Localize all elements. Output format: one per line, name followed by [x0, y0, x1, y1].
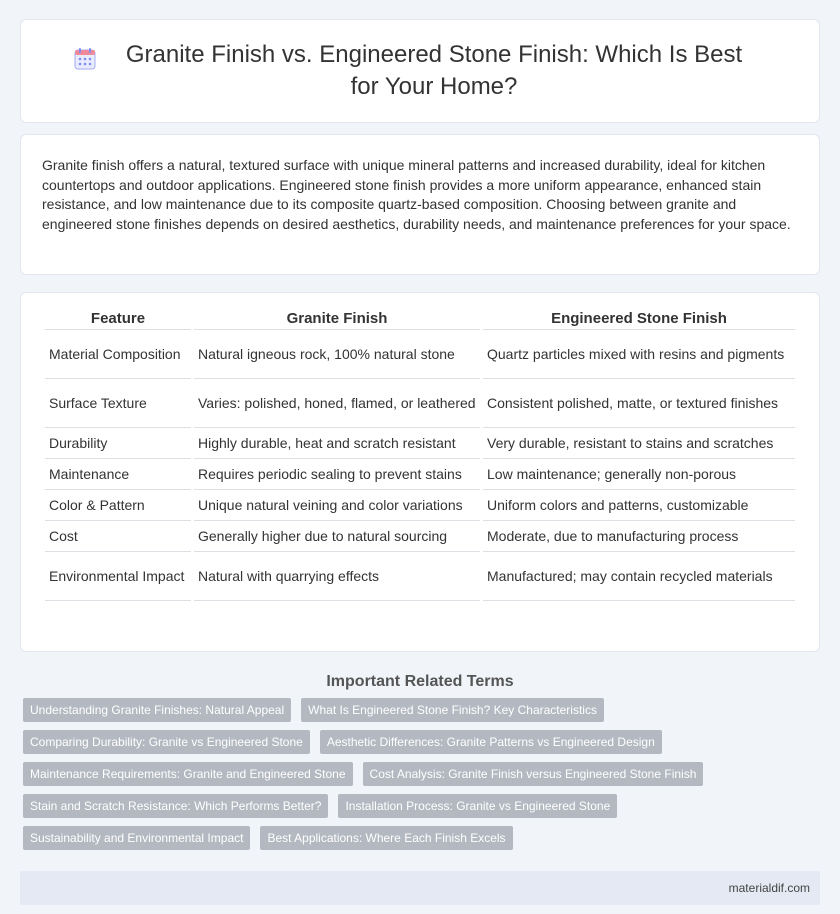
header-feature: Feature [45, 307, 191, 330]
table-row [45, 428, 795, 459]
page-title: Granite Finish vs. Engineered Stone Finish: Which Is Best for Your Home? [125, 41, 743, 100]
row-engineered: Moderate, due to manufacturing process [483, 521, 795, 552]
row-feature: Cost [45, 521, 191, 552]
related-term-tag[interactable]: What Is Engineered Stone Finish? Key Characteristics [301, 698, 604, 722]
related-term-tag[interactable]: Aesthetic Differences: Granite Patterns vs Engineered Design [320, 730, 662, 754]
row-granite: Varies: polished, honed, flamed, or leathered [194, 379, 480, 428]
table-row [45, 552, 795, 601]
summary-text: Granite finish offers a natural, textured surface with unique mineral patterns and increased durability, ideal for kitchen countertops and outdoor applications. Engineered stone finish provides a more uniform appearance, enhanced stain resistance, and low maintenance due to its composite quartz-based composition. Choosing between granite and engineered stone finishes depends on desired aesthetics, durability needs, and maintenance preferences for your space. [42, 157, 791, 232]
related-term-tag[interactable]: Comparing Durability: Granite vs Engineered Stone [23, 730, 310, 754]
footer [20, 871, 820, 905]
related-term-tag[interactable]: Best Applications: Where Each Finish Excels [260, 826, 512, 850]
row-granite: Requires periodic sealing to prevent stains [194, 459, 480, 490]
header-granite: Granite Finish [194, 307, 480, 330]
summary-card [20, 134, 820, 275]
row-engineered: Very durable, resistant to stains and scratches [483, 428, 795, 459]
footer-site-link[interactable]: materialdif.com [728, 881, 810, 895]
row-granite: Natural with quarrying effects [194, 552, 480, 601]
calendar-icon [73, 47, 97, 71]
comparison-table-card [20, 292, 820, 652]
row-feature: Color & Pattern [45, 490, 191, 521]
row-feature: Maintenance [45, 459, 191, 490]
row-granite: Unique natural veining and color variations [194, 490, 480, 521]
table-row [45, 459, 795, 490]
table-row [45, 521, 795, 552]
row-feature: Material Composition [45, 330, 191, 379]
header-inner [61, 39, 779, 103]
comparison-table [42, 307, 798, 601]
table-header-row [45, 307, 795, 330]
table-row [45, 379, 795, 428]
row-granite: Generally higher due to natural sourcing [194, 521, 480, 552]
row-feature: Surface Texture [45, 379, 191, 428]
row-granite: Highly durable, heat and scratch resistant [194, 428, 480, 459]
related-terms-title: Important Related Terms [326, 673, 514, 690]
row-granite: Natural igneous rock, 100% natural stone [194, 330, 480, 379]
related-term-tag[interactable]: Maintenance Requirements: Granite and Engineered Stone [23, 762, 353, 786]
related-term-tag[interactable]: Understanding Granite Finishes: Natural Appeal [23, 698, 291, 722]
row-feature: Environmental Impact [45, 552, 191, 601]
header-card [20, 19, 820, 123]
row-engineered: Manufactured; may contain recycled materials [483, 552, 795, 601]
related-term-tag[interactable]: Sustainability and Environmental Impact [23, 826, 250, 850]
related-term-tag[interactable]: Cost Analysis: Granite Finish versus Engineered Stone Finish [363, 762, 704, 786]
table-row [45, 330, 795, 379]
row-feature: Durability [45, 428, 191, 459]
table-row [45, 490, 795, 521]
row-engineered: Quartz particles mixed with resins and pigments [483, 330, 795, 379]
related-term-tag[interactable]: Stain and Scratch Resistance: Which Performs Better? [23, 794, 328, 818]
row-engineered: Low maintenance; generally non-porous [483, 459, 795, 490]
related-terms-list [0, 698, 840, 858]
row-engineered: Uniform colors and patterns, customizable [483, 490, 795, 521]
row-engineered: Consistent polished, matte, or textured finishes [483, 379, 795, 428]
header-engineered: Engineered Stone Finish [483, 307, 795, 330]
related-term-tag[interactable]: Installation Process: Granite vs Engineered Stone [338, 794, 617, 818]
